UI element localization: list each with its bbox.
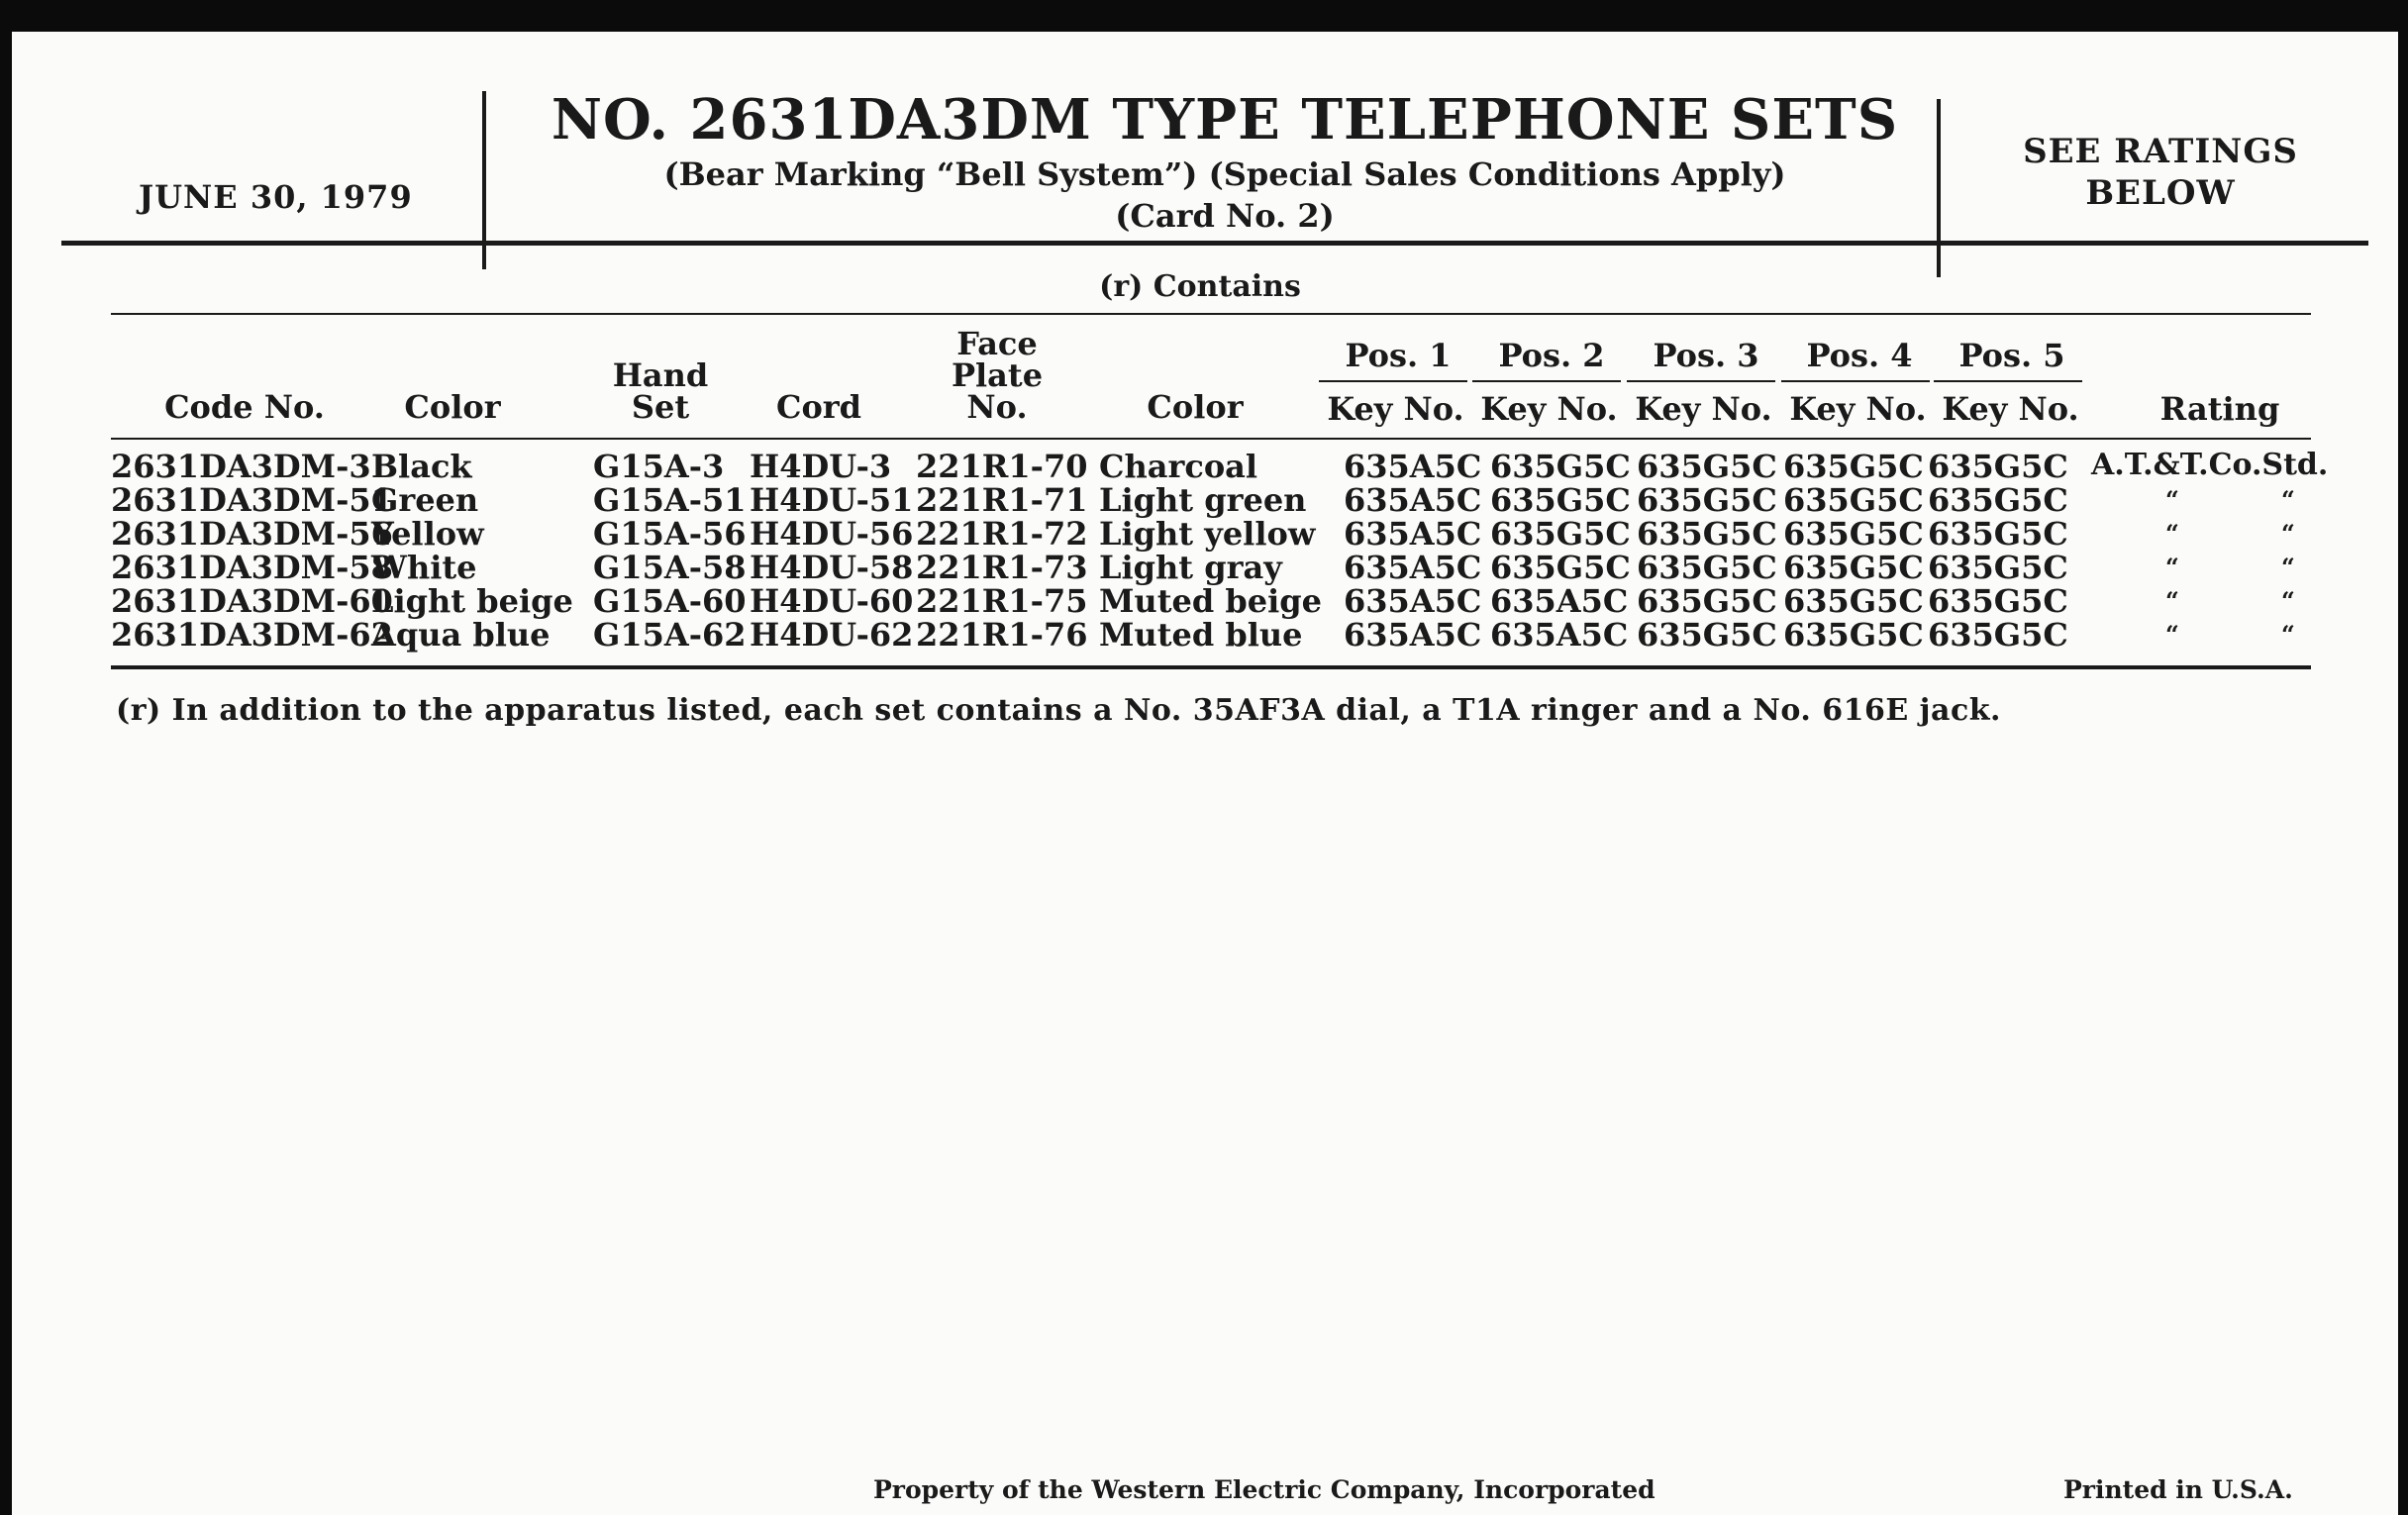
rating-ditto: “ bbox=[2165, 485, 2179, 514]
handset-cell: G15A-56 bbox=[593, 515, 747, 553]
cord-cell: H4DU-56 bbox=[750, 515, 914, 553]
contains-rule bbox=[111, 313, 2311, 315]
col-pos1: Pos. 1 bbox=[1345, 337, 1452, 374]
rating-ditto: “ bbox=[2165, 620, 2179, 649]
key3-cell: 635G5C bbox=[1637, 448, 1777, 485]
key3-cell: 635G5C bbox=[1637, 616, 1777, 654]
table-header-rule bbox=[111, 438, 2311, 440]
issue-date: JUNE 30, 1979 bbox=[139, 178, 413, 216]
pos4-rule bbox=[1781, 380, 1930, 382]
col-pos2: Pos. 2 bbox=[1498, 337, 1605, 374]
key3-cell: 635G5C bbox=[1637, 549, 1777, 586]
key4-cell: 635G5C bbox=[1783, 448, 1924, 485]
color-cell: Light beige bbox=[371, 582, 573, 620]
key5-cell: 635G5C bbox=[1928, 448, 2068, 485]
cord-cell: H4DU-60 bbox=[750, 582, 914, 620]
key2-cell: 635G5C bbox=[1490, 481, 1631, 519]
col-handset-line1: Hand bbox=[612, 356, 709, 394]
key2-cell: 635G5C bbox=[1490, 448, 1631, 485]
color-cell: Black bbox=[371, 448, 472, 485]
col-code: Code No. bbox=[164, 388, 325, 426]
key4-cell: 635G5C bbox=[1783, 549, 1924, 586]
col-cord: Cord bbox=[775, 388, 862, 426]
key1-cell: 635A5C bbox=[1344, 582, 1482, 620]
face-cell: 221R1-75 bbox=[916, 582, 1088, 620]
col-handset-line2: Set bbox=[631, 388, 690, 426]
color-cell: Yellow bbox=[371, 515, 484, 553]
col-key2: Key No. bbox=[1480, 390, 1618, 428]
handset-cell: G15A-58 bbox=[593, 549, 747, 586]
handset-cell: G15A-62 bbox=[593, 616, 747, 654]
rating-ditto: “ bbox=[2281, 485, 2295, 514]
col-face-line2: Plate bbox=[951, 356, 1044, 394]
card-number: (Card No. 2) bbox=[1115, 197, 1335, 235]
plate-color-cell: Muted blue bbox=[1099, 616, 1303, 654]
key4-cell: 635G5C bbox=[1783, 616, 1924, 654]
pos2-rule bbox=[1472, 380, 1621, 382]
property-notice: Property of the Western Electric Company, Incorporated bbox=[873, 1475, 1656, 1504]
col-key5: Key No. bbox=[1942, 390, 2079, 428]
rating-ditto: “ bbox=[2281, 519, 2295, 548]
face-cell: 221R1-72 bbox=[916, 515, 1088, 553]
table-bottom-rule bbox=[111, 665, 2311, 669]
col-face-line3: No. bbox=[966, 388, 1028, 426]
code-cell: 2631DA3DM-58 bbox=[111, 549, 393, 586]
col-rating: Rating bbox=[2159, 390, 2280, 428]
ratings-note-line1: SEE RATINGS bbox=[2023, 132, 2298, 171]
pos1-rule bbox=[1319, 380, 1467, 382]
key2-cell: 635A5C bbox=[1490, 582, 1629, 620]
key2-cell: 635G5C bbox=[1490, 549, 1631, 586]
rating-ditto: “ bbox=[2281, 620, 2295, 649]
pos5-rule bbox=[1934, 380, 2082, 382]
code-cell: 2631DA3DM-3 bbox=[111, 448, 371, 485]
rating-ditto: “ bbox=[2165, 586, 2179, 615]
key1-cell: 635A5C bbox=[1344, 481, 1482, 519]
key3-cell: 635G5C bbox=[1637, 582, 1777, 620]
rating-ditto: “ bbox=[2281, 553, 2295, 581]
header-rule bbox=[61, 241, 2368, 246]
key1-cell: 635A5C bbox=[1344, 448, 1482, 485]
col-plate-color: Color bbox=[1147, 388, 1244, 426]
code-cell: 2631DA3DM-60 bbox=[111, 582, 393, 620]
code-cell: 2631DA3DM-51 bbox=[111, 481, 393, 519]
handset-cell: G15A-3 bbox=[593, 448, 725, 485]
col-color: Color bbox=[404, 388, 501, 426]
key2-cell: 635A5C bbox=[1490, 616, 1629, 654]
rating-ditto: “ bbox=[2281, 586, 2295, 615]
key1-cell: 635A5C bbox=[1344, 549, 1482, 586]
contains-group-header: (r) Contains bbox=[1099, 269, 1301, 304]
header-divider-right bbox=[1937, 99, 1941, 277]
color-cell: Green bbox=[371, 481, 479, 519]
key4-cell: 635G5C bbox=[1783, 582, 1924, 620]
page-title: NO. 2631DA3DM TYPE TELEPHONE SETS bbox=[551, 87, 1899, 152]
rating-ditto: “ bbox=[2165, 553, 2179, 581]
color-cell: Aqua blue bbox=[371, 616, 551, 654]
col-face-line1: Face bbox=[956, 325, 1038, 362]
plate-color-cell: Muted beige bbox=[1099, 582, 1322, 620]
key1-cell: 635A5C bbox=[1344, 515, 1482, 553]
rating-ditto: “ bbox=[2165, 519, 2179, 548]
key4-cell: 635G5C bbox=[1783, 515, 1924, 553]
plate-color-cell: Light gray bbox=[1099, 549, 1282, 586]
face-cell: 221R1-70 bbox=[916, 448, 1088, 485]
rating-cell: A.T.&T.Co.Std. bbox=[2091, 448, 2329, 482]
cord-cell: H4DU-51 bbox=[750, 481, 914, 519]
col-pos3: Pos. 3 bbox=[1653, 337, 1759, 374]
key1-cell: 635A5C bbox=[1344, 616, 1482, 654]
plate-color-cell: Charcoal bbox=[1099, 448, 1258, 485]
header-title-block bbox=[507, 86, 1943, 237]
col-pos4: Pos. 4 bbox=[1806, 337, 1913, 374]
face-cell: 221R1-76 bbox=[916, 616, 1088, 654]
document-card bbox=[12, 32, 2398, 1515]
col-pos5: Pos. 5 bbox=[1958, 337, 2065, 374]
printed-notice: Printed in U.S.A. bbox=[2063, 1475, 2293, 1504]
ratings-note bbox=[1977, 131, 2344, 214]
page-subtitle: (Bear Marking “Bell System”) (Special Sales Conditions Apply) bbox=[663, 155, 1786, 193]
code-cell: 2631DA3DM-62 bbox=[111, 616, 393, 654]
color-cell: White bbox=[371, 549, 477, 586]
key5-cell: 635G5C bbox=[1928, 616, 2068, 654]
key2-cell: 635G5C bbox=[1490, 515, 1631, 553]
key5-cell: 635G5C bbox=[1928, 481, 2068, 519]
plate-color-cell: Light yellow bbox=[1099, 515, 1316, 553]
col-key1: Key No. bbox=[1327, 390, 1464, 428]
key4-cell: 635G5C bbox=[1783, 481, 1924, 519]
key5-cell: 635G5C bbox=[1928, 515, 2068, 553]
handset-cell: G15A-51 bbox=[593, 481, 747, 519]
plate-color-cell: Light green bbox=[1099, 481, 1307, 519]
cord-cell: H4DU-58 bbox=[750, 549, 914, 586]
key3-cell: 635G5C bbox=[1637, 481, 1777, 519]
ratings-note-line2: BELOW bbox=[2085, 173, 2236, 213]
key3-cell: 635G5C bbox=[1637, 515, 1777, 553]
cord-cell: H4DU-62 bbox=[750, 616, 914, 654]
col-key3: Key No. bbox=[1635, 390, 1772, 428]
code-cell: 2631DA3DM-56 bbox=[111, 515, 393, 553]
handset-cell: G15A-60 bbox=[593, 582, 747, 620]
face-cell: 221R1-71 bbox=[916, 481, 1088, 519]
key5-cell: 635G5C bbox=[1928, 549, 2068, 586]
footnote: (r) In addition to the apparatus listed, each set contains a No. 35AF3A dial, a T1A ringer and a No. 616E jack. bbox=[116, 693, 2001, 728]
key5-cell: 635G5C bbox=[1928, 582, 2068, 620]
face-cell: 221R1-73 bbox=[916, 549, 1088, 586]
col-key4: Key No. bbox=[1789, 390, 1927, 428]
cord-cell: H4DU-3 bbox=[750, 448, 892, 485]
pos3-rule bbox=[1627, 380, 1775, 382]
